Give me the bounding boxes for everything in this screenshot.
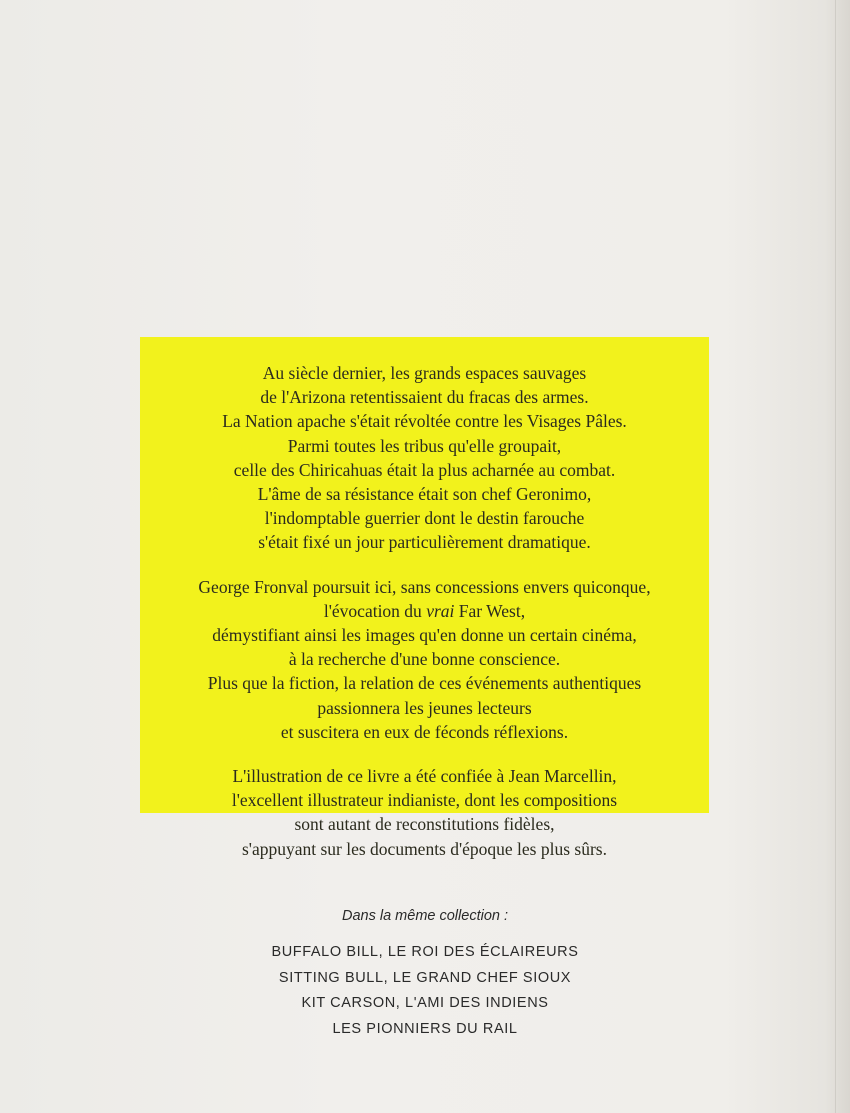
blurb-line: et suscitera en eux de féconds réflexions. <box>280 721 569 742</box>
blurb-line: L'illustration de ce livre a été confiée à Jean Marcellin, <box>232 766 617 787</box>
blurb-line: Au siècle dernier, les grands espaces sauvages <box>262 363 587 383</box>
collection-heading: Dans la même collection : <box>341 908 508 924</box>
blurb-line: démystifiant ainsi les images qu'en donne un certain cinéma, <box>212 625 637 646</box>
blurb-line: La Nation apache s'était révoltée contre les Visages Pâles. <box>222 411 627 432</box>
blurb-text-segment: l'évocation du <box>323 600 427 621</box>
blurb-line: à la recherche d'une bonne conscience. <box>288 649 561 670</box>
blurb-line: Parmi toutes les tribus qu'elle groupait, <box>287 435 562 456</box>
collection-title: SITTING BULL, LE GRAND CHEF SIOUX <box>278 969 572 986</box>
blurb-line: sont autant de reconstitutions fidèles, <box>294 814 555 835</box>
blurb-text <box>140 361 709 881</box>
blurb-line: Plus que la fiction, la relation de ces événements authentiques <box>207 673 642 694</box>
blurb-line: s'appuyant sur les documents d'époque les plus sûrs. <box>241 838 607 859</box>
blurb-line-with-italic <box>140 599 709 623</box>
blurb-paragraph-2 <box>140 575 709 744</box>
blurb-line: George Fronval poursuit ici, sans concessions envers quiconque, <box>198 576 651 597</box>
blurb-paragraph-1 <box>140 361 709 555</box>
collection-list <box>225 940 625 1042</box>
blurb-line: s'était fixé un jour particulièrement dramatique. <box>258 532 591 553</box>
blurb-line: L'âme de sa résistance était son chef Geronimo, <box>257 484 592 505</box>
blurb-text-segment: Far West, <box>454 600 526 621</box>
collection-title: LES PIONNIERS DU RAIL <box>332 1020 518 1037</box>
collection-title: KIT CARSON, L'AMI DES INDIENS <box>301 995 549 1011</box>
blurb-line: de l'Arizona retentissaient du fracas des armes. <box>260 387 589 408</box>
blurb-box <box>140 337 709 859</box>
blurb-line: l'excellent illustrateur indianiste, dont les compositions <box>231 790 618 811</box>
blurb-line: passionnera les jeunes lecteurs <box>317 697 532 718</box>
page-edge <box>835 0 836 1113</box>
same-collection-section <box>225 908 625 1042</box>
blurb-line: celle des Chiricahuas était la plus acharnée au combat. <box>233 459 616 480</box>
blurb-line: l'indomptable guerrier dont le destin farouche <box>264 508 585 529</box>
blurb-italic-word: vrai <box>426 600 455 621</box>
collection-title: BUFFALO BILL, LE ROI DES ÉCLAIREURS <box>271 944 579 960</box>
blurb-paragraph-3 <box>140 764 709 861</box>
